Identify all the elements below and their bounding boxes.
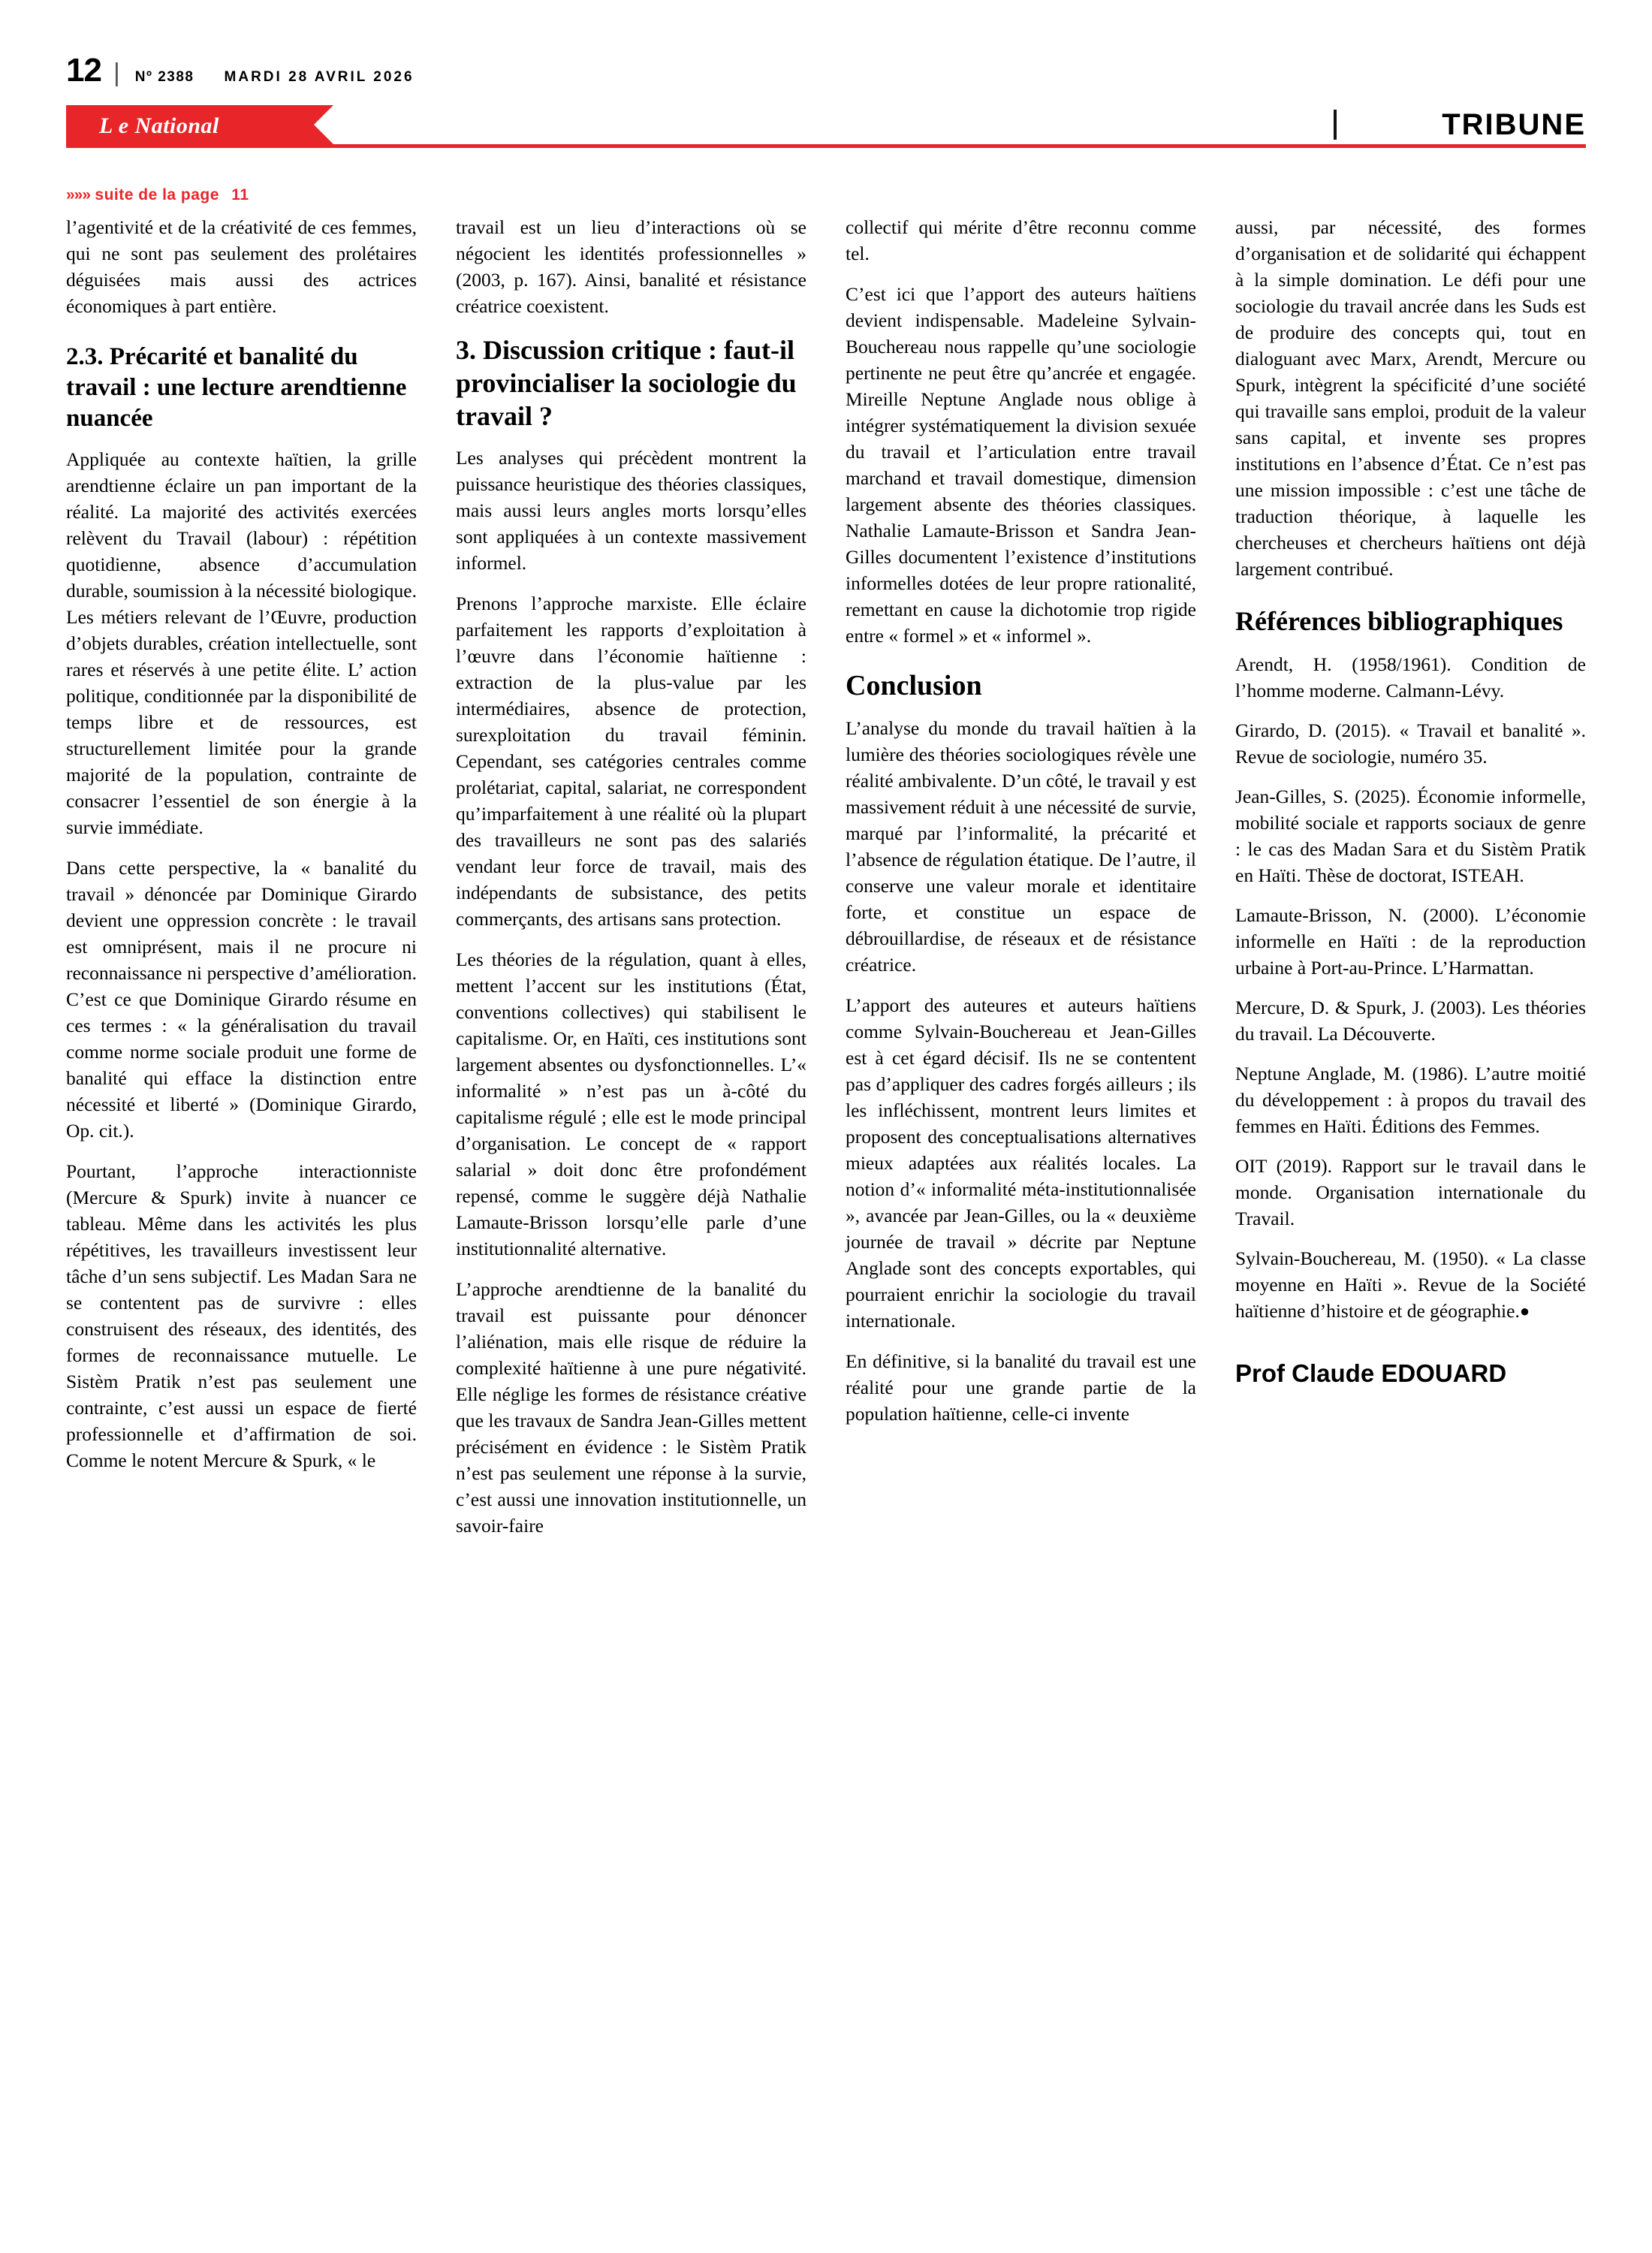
reference-item: Mercure, D. & Spurk, J. (2003). Les théories du travail. La Découverte. [1235,997,1586,1045]
masthead [66,54,1586,152]
paragraph: aussi, par nécessité, des formes d’organisation et de solidarité qui échappent à la simple domination. Le défi pour une sociologie du travail ancrée dans les Suds est de produire des concepts qui, tout en dialoguant avec Marx, Arendt, Mercure ou Spurk, intègrent la spécificité d’une société qui travaille sans emploi, produit de la valeur sans capital, et invente ses propres institutions en l’absence d’État. Ce n’est pas une mission impossible : c’est une tâche de traduction théorique, à laquelle les chercheuses et chercheurs haïtiens ont déjà largement contribué. [1235,216,1586,580]
reference-item: Neptune Anglade, M. (1986). L’autre moitié du développement : à propos du travail des femmes en Haïti. Éditions des Femmes. [1235,1063,1586,1137]
section-divider-bar [1334,110,1337,140]
brand-bar [66,105,1586,149]
paragraph: En définitive, si la banalité du travail est une réalité pour une grande partie de la population haïtienne, celle-ci invente [846,1350,1196,1425]
paragraph: l’agentivité et de la créativité de ces femmes, qui ne sont pas seulement des prolétaires déguisées mais aussi des actrices économiques à part entière. [66,216,417,317]
reference-item: Girardo, D. (2015). « Travail et banalité ». Revue de sociologie, numéro 35. [1235,719,1586,768]
paragraph: L’analyse du monde du travail haïtien à la lumière des théories sociologiques révèle une réalité ambivalente. D’un côté, le travail y est massivement réduit à une nécessité de survie, marqué par l’informalité, la précarité et l’absence de régulation étatique. De l’autre, il conserve une valeur morale et identitaire forte, et constitue un espace de débrouillardise, de réseaux et de résistance créatrice. [846,717,1196,976]
paragraph: Dans cette perspective, la « banalité du travail » dénoncée par Dominique Girardo devient une oppression concrète : le travail est omniprésent, mais il ne procure ni reconnaissance ni perspective d’amélioration. C’est ce que Dominique Girardo résume en ces termes : « la généralisation du travail comme norme sociale produit une forme de banalité qui efface la distinction entre nécessité et liberté » (Dominique Girardo, Op. cit.). [66,857,417,1142]
section-heading-precarite: 2.3. Précarité et banalité du travail : une lecture arendtienne nuancée [66,343,407,432]
column-3 [846,214,1196,2197]
paragraph: collectif qui mérite d’être reconnu comme tel. [846,216,1196,264]
article-columns [66,214,1586,2197]
column-1 [66,214,417,2197]
folio-divider: | [113,59,120,87]
paragraph: L’approche arendtienne de la banalité du travail est puissante pour dénoncer l’aliénation, mais elle risque de réduire la complexité haïtienne à une pure négativité. Elle néglige les formes de résistance créative que les travaux de Sandra Jean-Gilles mettent précisément en évidence : le Sistèm Pratik n’est pas seulement une réponse à la survie, c’est aussi une innovation institutionnelle, un savoir-faire [456,1278,806,1537]
section-heading-conclusion: Conclusion [846,670,982,701]
section-title: TRIBUNE [1442,108,1586,141]
paragraph: C’est ici que l’apport des auteurs haïtiens devient indispensable. Madeleine Sylvain-Bouchereau nous rappelle qu’une sociologie pertinente ne peut être qu’ancrée et engagée. Mireille Neptune Anglade nous oblige à intégrer systématiquement la division sexuée du travail et l’articulation entre travail marchand et travail domestique, dimension largement absente des théories classiques. Nathalie Lamaute-Brisson et Sandra Jean-Gilles documentent l’existence d’institutions informelles dotées de leur propre rationalité, remettant en cause la dichotomie trop rigide entre « formel » et « informel ». [846,283,1196,647]
issue-number: Nº 2388 [134,69,194,85]
reference-item: Jean-Gilles, S. (2025). Économie informelle, mobilité sociale et rapports sociaux de genre : le cas des Madan Sara et du Sistèm Pratik en Haïti. Thèse de doctorat, ISTEAH. [1235,786,1586,886]
paragraph: Les théories de la régulation, quant à elles, mettent l’accent sur les institutions (État, conventions collectives) qui stabilisent le capitalisme. Or, en Haïti, ces institutions sont largement absentes ou dysfonctionnelles. L’« informalité » n’est pas un à-côté du capitalisme régulé ; elle est le mode principal d’organisation. Le concept de « rapport salarial » doit donc être profondément repensé, comme le suggère déjà Nathalie Lamaute-Brisson lorsqu’elle parle d’une institutionnalité alternative. [456,949,806,1259]
section-heading-discussion: 3. Discussion critique : faut-il provincialiser la sociologie du travail ? [456,335,797,431]
reference-item: Arendt, H. (1958/1961). Condition de l’homme moderne. Calmann-Lévy. [1235,653,1586,701]
column-4 [1235,214,1586,2197]
column-2 [456,214,806,2197]
paragraph: L’apport des auteures et auteurs haïtiens comme Sylvain-Bouchereau et Jean-Gilles est à cet égard décisif. Ils ne se contentent pas d’appliquer des cadres forgés ailleurs ; ils les infléchissent, montrent leurs limites et proposent des conceptualisations alternatives mieux adaptées aux réalités locales. La notion d’« informalité méta-institutionnalisée », avancée par Jean-Gilles, ou la « deuxième journée de travail » décrite par Neptune Anglade sont des concepts exportables, qui pourraient enrichir la sociologie du travail internationale. [846,994,1196,1332]
paragraph: Prenons l’approche marxiste. Elle éclaire parfaitement les rapports d’exploitation à l’œuvre dans l’économie haïtienne : extraction de la plus-value par les intermédiaires, absence de protection, surexploitation du travail féminin. Cependant, ses catégories centrales comme prolétariat, capital, salariat, ne correspondent qu’imparfaitement à une réalité où la plupart des travailleurs ne sont pas des salariés vendant leur force de travail, mais des indépendants de subsistance, des petits commerçants, des artisans sans protection. [456,593,806,930]
reference-text: Sylvain-Bouchereau, M. (1950). « La classe moyenne en Haïti ». Revue de la Société haïtienne d’histoire et de géographie. [1235,1247,1586,1322]
reference-item: Lamaute-Brisson, N. (2000). L’économie informelle en Haïti : de la reproduction urbaine à Port-au-Prince. L’Harmattan. [1235,904,1586,979]
jump-label: suite de la page [95,186,219,204]
header-rule [66,144,1586,148]
jump-line [66,186,249,204]
brand-name: L e National [99,113,219,138]
paragraph: Pourtant, l’approche interactionniste (Mercure & Spurk) invite à nuancer ce tableau. Même dans les activités les plus répétitives, les travailleurs investissent leur tâche d’un sens subjectif. Les Madan Sara ne se contentent pas de survivre : elles construisent des réseaux, des identités, des formes de reconnaissance mutuelle. Le Sistèm Pratik n’est pas seulement une contrainte, c’est aussi un espace de fierté professionnelle et d’affirmation de soi. Comme le notent Mercure & Spurk, « le [66,1160,417,1471]
issue-date: MARDI 28 AVRIL 2026 [224,69,415,85]
folio-row [66,54,1586,93]
end-mark-icon: ● [1519,1301,1530,1320]
reference-item-last [1235,1245,1586,1324]
jump-page: 11 [231,186,249,204]
section-heading-references: Références bibliographiques [1235,606,1563,636]
reference-item: OIT (2019). Rapport sur le travail dans le monde. Organisation internationale du Travail. [1235,1155,1586,1229]
paragraph: travail est un lieu d’interactions où se négocient les identités professionnelles » (2003, p. 167). Ainsi, banalité et résistance créatrice coexistent. [456,216,806,317]
paragraph: Les analyses qui précèdent montrent la puissance heuristique des théories classiques, mais aussi leurs angles morts lorsqu’elles sont appliquées à un contexte massivement informel. [456,447,806,574]
paragraph: Appliquée au contexte haïtien, la grille arendtienne éclaire un pan important de la réalité. La majorité des activités exercées relèvent du Travail (labour) : répétition quotidienne, absence d’accumulation durable, soumission à la nécessité biologique. Les métiers relevant de l’Œuvre, production d’objets durables, création intellectuelle, sont rares et réservés à une petite élite. L’ action politique, conditionnée par la disponibilité de temps libre et de ressources, est structurellement limitée pour la grande majorité de la population, contrainte de consacrer l’essentiel de son énergie à la survie immédiate. [66,448,417,838]
jump-chevrons: »»» [66,186,91,204]
author-byline: Prof Claude EDOUARD [1235,1359,1507,1387]
page-number: 12 [66,52,101,89]
